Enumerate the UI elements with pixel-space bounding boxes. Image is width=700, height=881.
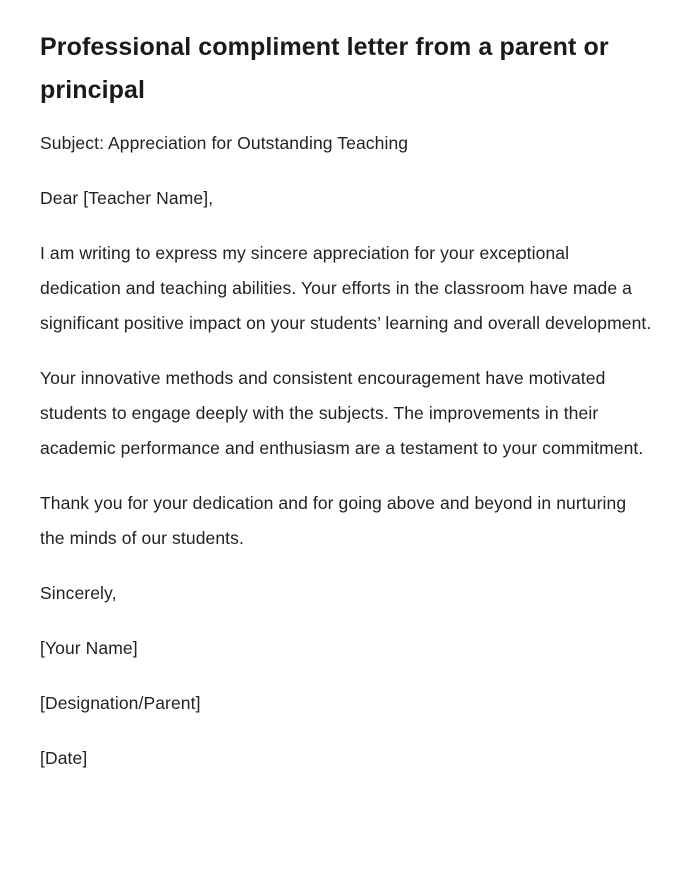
page-title: Professional compliment letter from a parent or principal <box>40 33 609 104</box>
signature-name: [Your Name] <box>40 638 138 658</box>
body-paragraph-3: Thank you for your dedication and for going above and beyond in nurturing the minds of our students. <box>40 493 627 548</box>
body-paragraph-2: Your innovative methods and consistent encouragement have motivated students to engage deeply with the subjects. The improvements in their academic performance and enthusiasm are a testament to your commitment. <box>40 368 644 458</box>
signature-date: [Date] <box>40 748 88 768</box>
body-paragraph-1: I am writing to express my sincere appreciation for your exceptional dedication and teaching abilities. Your efforts in the classroom have made a significant positive impact on your students’ learning and overall development. <box>40 243 652 333</box>
signature-designation: [Designation/Parent] <box>40 693 201 713</box>
salutation: Dear [Teacher Name], <box>40 188 214 208</box>
subject-line: Subject: Appreciation for Outstanding Teaching <box>40 133 409 153</box>
closing-line: Sincerely, <box>40 583 117 603</box>
